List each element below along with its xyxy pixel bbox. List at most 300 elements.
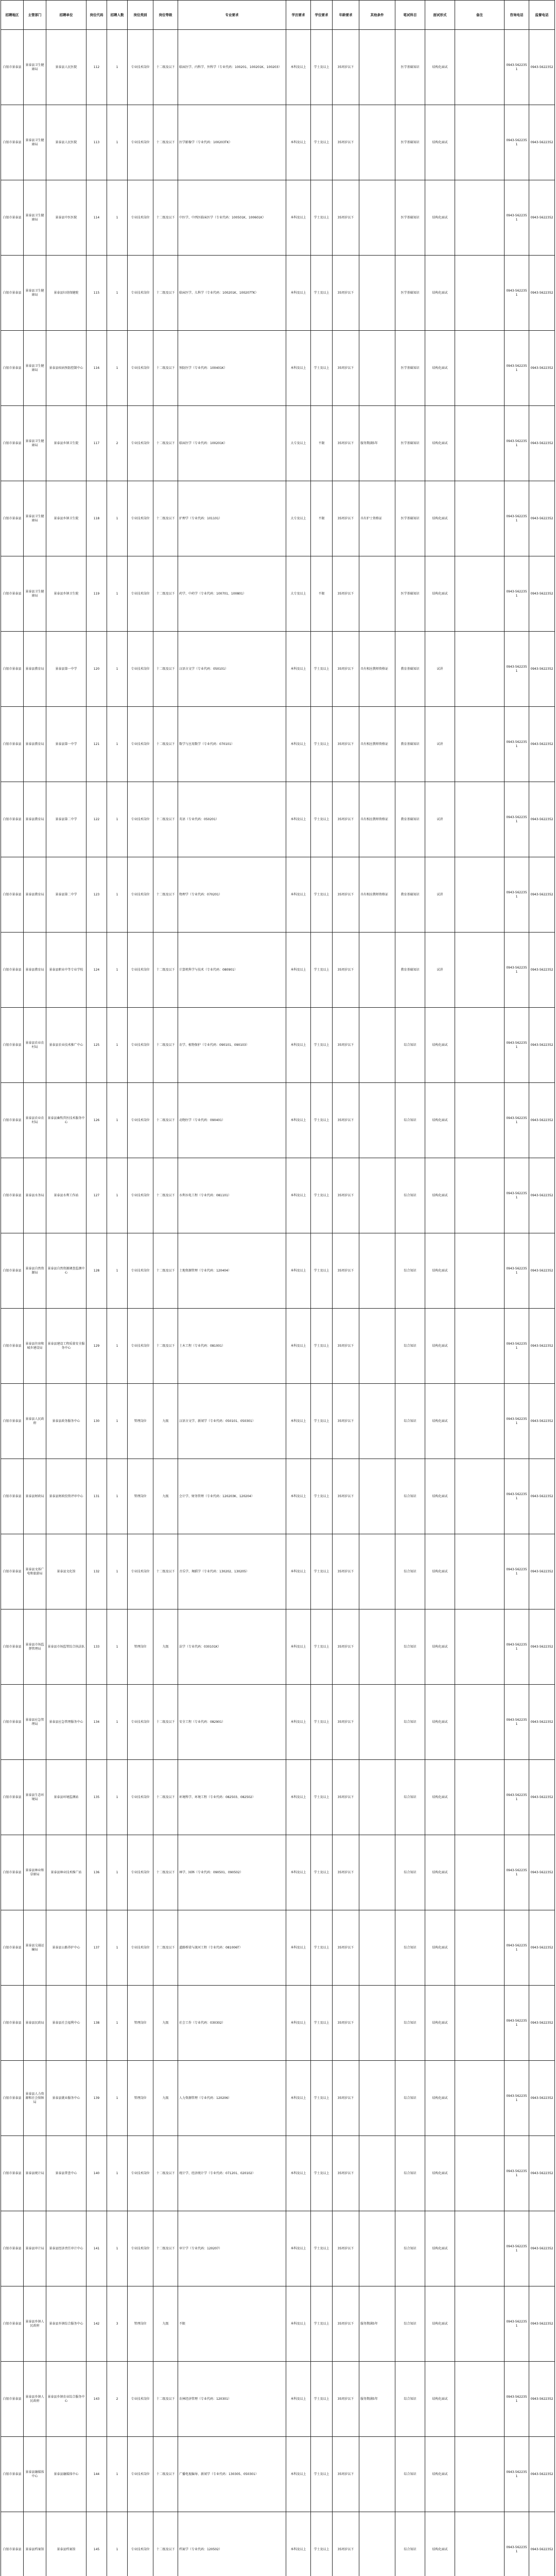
table-cell: 医学基础知识 [395, 556, 425, 632]
table-cell: 综合知识 [395, 2211, 425, 2286]
table-cell: 0943-5622352 [529, 331, 555, 406]
table-cell: 结构化面试 [425, 1534, 455, 1609]
table-cell: 统计学、经济统计学（专业代码：071201、020102） [178, 2136, 286, 2211]
table-cell: 白银市景泰县 [1, 1008, 24, 1083]
table-cell: 0943-5622352 [529, 1835, 555, 1910]
table-cell: 本科及以上 [286, 1083, 311, 1158]
table-cell [455, 406, 505, 481]
table-cell: 试讲 [425, 933, 455, 1008]
table-row [1, 1609, 555, 1685]
table-row [1, 2512, 555, 2576]
table-cell: 本科及以上 [286, 2286, 311, 2362]
table-cell: 0943-5622352 [529, 1534, 555, 1609]
table-cell: 0943-5622352 [529, 1609, 555, 1685]
table-cell: 本科及以上 [286, 1760, 311, 1835]
table-cell: 白银市景泰县 [1, 1609, 24, 1685]
table-row [1, 556, 555, 632]
table-cell: 0943-5622351 [505, 933, 529, 1008]
table-cell: 35周岁以下 [333, 1233, 359, 1309]
table-cell: 本科及以上 [286, 2362, 311, 2437]
column-header: 学位要求 [311, 1, 333, 30]
table-cell: 审计学（专业代码：120207） [178, 2211, 286, 2286]
table-cell: 专业技术岗位 [128, 2437, 153, 2512]
table-cell [455, 1158, 505, 1233]
table-cell: 128 [86, 1233, 107, 1309]
table-cell: 0943-5622352 [529, 1760, 555, 1835]
table-cell: 白银市景泰县 [1, 1158, 24, 1233]
table-cell: 1 [107, 782, 128, 857]
table-cell: 大专及以上 [286, 556, 311, 632]
table-cell: 专业技术岗位 [128, 1760, 153, 1835]
table-cell [359, 30, 395, 105]
table-cell: 1 [107, 105, 128, 180]
table-cell: 十二级及以下 [153, 2136, 178, 2211]
table-cell: 3 [107, 2286, 128, 2362]
table-cell: 123 [86, 857, 107, 933]
table-cell: 环境科学、环境工程（专业代码：082503、082502） [178, 1760, 286, 1835]
table-cell: 1 [107, 180, 128, 256]
table-cell: 学士及以上 [311, 1309, 333, 1384]
table-cell: 教育基础知识 [395, 782, 425, 857]
table-cell: 学士及以上 [311, 2437, 333, 2512]
table-cell: 0943-5622351 [505, 1835, 529, 1910]
table-cell: 136 [86, 1835, 107, 1910]
table-cell [455, 1760, 505, 1835]
table-cell: 白银市景泰县 [1, 933, 24, 1008]
column-header: 招聘地区 [1, 1, 24, 30]
table-cell: 白银市景泰县 [1, 1835, 24, 1910]
table-cell: 汉语言文学（专业代码：050101） [178, 632, 286, 707]
table-cell [359, 1835, 395, 1910]
table-row [1, 632, 555, 707]
table-cell [455, 2286, 505, 2362]
table-cell: 景泰县普查中心 [46, 2136, 86, 2211]
table-cell: 126 [86, 1083, 107, 1158]
table-cell: 1 [107, 2061, 128, 2136]
column-header: 招聘单位 [46, 1, 86, 30]
table-cell: 景泰县水务局 [24, 1158, 46, 1233]
table-cell: 白银市景泰县 [1, 1233, 24, 1309]
table-row [1, 933, 555, 1008]
table-row [1, 2286, 555, 2362]
table-cell: 景泰县农业农村局 [24, 1008, 46, 1083]
table-cell: 0943-5622351 [505, 406, 529, 481]
table-cell: 结构化面试 [425, 105, 455, 180]
table-cell: 1 [107, 632, 128, 707]
table-cell: 综合知识 [395, 1760, 425, 1835]
table-cell [455, 782, 505, 857]
table-cell: 白银市景泰县 [1, 1760, 24, 1835]
table-cell: 十二级及以下 [153, 933, 178, 1008]
table-cell: 九级 [153, 1986, 178, 2061]
table-cell: 十二级及以下 [153, 2437, 178, 2512]
table-cell: 117 [86, 406, 107, 481]
table-cell: 物理学（专业代码：070201） [178, 857, 286, 933]
table-cell: 结构化面试 [425, 556, 455, 632]
table-cell: 大专及以上 [286, 481, 311, 556]
recruitment-table [1, 0, 555, 2576]
table-cell: 景泰县卫生健康局 [24, 331, 46, 406]
table-cell: 本科及以上 [286, 2211, 311, 2286]
table-cell: 农林经济管理（专业代码：120301） [178, 2362, 286, 2437]
table-cell: 结构化面试 [425, 1609, 455, 1685]
table-cell: 2 [107, 406, 128, 481]
table-row [1, 1760, 555, 1835]
table-cell: 学士及以上 [311, 782, 333, 857]
table-cell: 0943-5622352 [529, 1459, 555, 1534]
table-cell: 本科及以上 [286, 1910, 311, 1986]
table-cell: 学士及以上 [311, 2512, 333, 2576]
table-cell: 141 [86, 2211, 107, 2286]
table-cell: 专业技术岗位 [128, 707, 153, 782]
table-cell: 结构化面试 [425, 256, 455, 331]
table-cell: 景泰县财政局 [24, 1459, 46, 1534]
table-cell: 本科及以上 [286, 933, 311, 1008]
table-cell: 水利水电工程（专业代码：081101） [178, 1158, 286, 1233]
table-cell: 结构化面试 [425, 1685, 455, 1760]
table-cell: 0943-5622352 [529, 256, 555, 331]
table-cell: 1 [107, 2437, 128, 2512]
table-cell: 1 [107, 1835, 128, 1910]
table-cell: 0943-5622351 [505, 857, 529, 933]
table-cell: 138 [86, 1986, 107, 2061]
table-cell: 景泰县卫生健康局 [24, 180, 46, 256]
table-cell: 本科及以上 [286, 2136, 311, 2211]
table-cell: 景泰县乡镇综合服务中心 [46, 2286, 86, 2362]
table-cell: 专业技术岗位 [128, 481, 153, 556]
table-cell: 护理学（专业代码：101101） [178, 481, 286, 556]
table-cell: 结构化面试 [425, 2136, 455, 2211]
table-cell: 医学基础知识 [395, 331, 425, 406]
table-cell: 140 [86, 2136, 107, 2211]
table-cell: 1 [107, 2136, 128, 2211]
table-cell: 本科及以上 [286, 105, 311, 180]
table-cell: 景泰县市场监督管理局 [24, 1609, 46, 1685]
table-cell [455, 933, 505, 1008]
table-cell: 白银市景泰县 [1, 1685, 24, 1760]
table-cell [359, 1233, 395, 1309]
table-cell: 0943-5622352 [529, 105, 555, 180]
table-cell: 本科及以上 [286, 1233, 311, 1309]
table-cell: 学士及以上 [311, 105, 333, 180]
table-cell: 本科及以上 [286, 331, 311, 406]
table-cell: 景泰县民政局 [24, 1986, 46, 2061]
table-cell: 综合知识 [395, 1459, 425, 1534]
table-cell: 白银市景泰县 [1, 180, 24, 256]
table-cell: 十二级及以下 [153, 1685, 178, 1760]
table-cell: 0943-5622351 [505, 1459, 529, 1534]
table-cell: 白银市景泰县 [1, 2512, 24, 2576]
table-cell [455, 331, 505, 406]
table-cell: 结构化面试 [425, 2362, 455, 2437]
table-cell: 1 [107, 1986, 128, 2061]
table-cell: 134 [86, 1685, 107, 1760]
table-cell: 0943-5622351 [505, 2136, 529, 2211]
table-cell [455, 1609, 505, 1685]
table-cell: 管理岗位 [128, 2061, 153, 2136]
table-cell: 数学与应用数学（专业代码：070101） [178, 707, 286, 782]
table-cell: 白银市景泰县 [1, 2362, 24, 2437]
table-cell: 专业技术岗位 [128, 1309, 153, 1384]
table-cell: 本科及以上 [286, 782, 311, 857]
table-cell: 档案学（专业代码：120502） [178, 2512, 286, 2576]
table-cell: 本科及以上 [286, 1685, 311, 1760]
table-cell: 125 [86, 1008, 107, 1083]
table-cell: 本科及以上 [286, 1986, 311, 2061]
table-cell: 137 [86, 1910, 107, 1986]
table-cell [359, 1910, 395, 1986]
table-cell: 本科及以上 [286, 1008, 311, 1083]
table-cell: 白银市景泰县 [1, 1083, 24, 1158]
table-cell: 白银市景泰县 [1, 1384, 24, 1459]
table-cell: 景泰县中医医院 [46, 180, 86, 256]
table-cell [455, 256, 505, 331]
table-cell: 综合知识 [395, 1083, 425, 1158]
table-cell: 0943-5622351 [505, 2437, 529, 2512]
table-cell: 人力资源管理（专业代码：120206） [178, 2061, 286, 2136]
table-cell: 综合知识 [395, 1910, 425, 1986]
table-cell: 学士及以上 [311, 1986, 333, 2061]
table-header-row [1, 1, 555, 30]
table-cell [455, 2061, 505, 2136]
table-cell: 学士及以上 [311, 30, 333, 105]
table-cell: 白银市景泰县 [1, 857, 24, 933]
table-cell: 0943-5622352 [529, 1008, 555, 1083]
table-cell: 景泰县人民医院 [46, 30, 86, 105]
table-cell: 本科及以上 [286, 1158, 311, 1233]
table-cell: 本科及以上 [286, 1384, 311, 1459]
table-cell: 景泰县应急管理服务中心 [46, 1685, 86, 1760]
table-cell: 白银市景泰县 [1, 707, 24, 782]
table-cell: 35周岁以下 [333, 256, 359, 331]
table-cell: 结构化面试 [425, 2286, 455, 2362]
table-cell: 预防医学（专业代码：100401K） [178, 331, 286, 406]
table-cell [455, 2136, 505, 2211]
table-cell [455, 105, 505, 180]
table-cell: 133 [86, 1609, 107, 1685]
table-row [1, 707, 555, 782]
table-cell: 景泰县融媒体中心 [24, 2437, 46, 2512]
table-cell: 九级 [153, 2286, 178, 2362]
table-cell: 专业技术岗位 [128, 1008, 153, 1083]
table-cell: 农学、植物保护（专业代码：090101、090103） [178, 1008, 286, 1083]
table-cell: 景泰县住房和城乡建设局 [24, 1309, 46, 1384]
table-cell: 专业技术岗位 [128, 256, 153, 331]
table-cell: 学士及以上 [311, 2362, 333, 2437]
table-cell: 白银市景泰县 [1, 2061, 24, 2136]
table-cell: 具有相应教师资格证 [359, 707, 395, 782]
table-cell [359, 180, 395, 256]
table-cell: 试讲 [425, 707, 455, 782]
table-cell: 0943-5622352 [529, 1986, 555, 2061]
table-row [1, 857, 555, 933]
column-header: 咨询电话 [505, 1, 529, 30]
table-cell: 汉语言文学、新闻学（专业代码：050101、050301） [178, 1384, 286, 1459]
table-row [1, 2437, 555, 2512]
table-cell [359, 256, 395, 331]
table-cell: 专业技术岗位 [128, 2211, 153, 2286]
table-cell: 十二级及以下 [153, 1760, 178, 1835]
table-cell: 结构化面试 [425, 2437, 455, 2512]
table-cell: 十二级及以下 [153, 256, 178, 331]
table-cell: 119 [86, 556, 107, 632]
table-cell: 1 [107, 1459, 128, 1534]
table-cell: 白银市景泰县 [1, 556, 24, 632]
table-cell [455, 1459, 505, 1534]
table-cell: 医学基础知识 [395, 180, 425, 256]
table-cell: 116 [86, 331, 107, 406]
table-cell: 景泰县乡镇卫生院 [46, 556, 86, 632]
table-cell: 学士及以上 [311, 1534, 333, 1609]
table-cell: 35周岁以下 [333, 933, 359, 1008]
table-row [1, 1986, 555, 2061]
table-cell [455, 1384, 505, 1459]
table-cell: 35周岁以下 [333, 406, 359, 481]
table-cell: 景泰县教育局 [24, 782, 46, 857]
table-cell: 九级 [153, 1459, 178, 1534]
table-cell: 学士及以上 [311, 256, 333, 331]
table-cell: 景泰县社会福利中心 [46, 1986, 86, 2061]
table-row [1, 1685, 555, 1760]
table-cell [359, 331, 395, 406]
table-cell: 1 [107, 1309, 128, 1384]
table-cell: 十二级及以下 [153, 105, 178, 180]
table-cell: 医学基础知识 [395, 481, 425, 556]
table-cell: 0943-5622352 [529, 1083, 555, 1158]
table-cell: 1 [107, 481, 128, 556]
table-cell: 35周岁以下 [333, 30, 359, 105]
table-cell [359, 1158, 395, 1233]
table-cell: 十二级及以下 [153, 30, 178, 105]
table-cell: 0943-5622351 [505, 256, 529, 331]
table-cell: 0943-5622351 [505, 1986, 529, 2061]
table-cell: 结构化面试 [425, 2061, 455, 2136]
table-cell: 综合知识 [395, 1008, 425, 1083]
table-cell: 1 [107, 556, 128, 632]
table-cell: 景泰县统计局 [24, 2136, 46, 2211]
table-cell: 学士及以上 [311, 2211, 333, 2286]
table-cell: 白银市景泰县 [1, 1309, 24, 1384]
table-cell: 十二级及以下 [153, 1158, 178, 1233]
table-cell: 白银市景泰县 [1, 256, 24, 331]
table-cell: 综合知识 [395, 2437, 425, 2512]
table-row [1, 1384, 555, 1459]
table-cell [359, 1083, 395, 1158]
table-cell: 0943-5622352 [529, 1685, 555, 1760]
table-cell: 结构化面试 [425, 481, 455, 556]
table-cell: 景泰县生态环境局 [24, 1760, 46, 1835]
table-cell: 本科及以上 [286, 180, 311, 256]
table-cell: 145 [86, 2512, 107, 2576]
table-cell: 医学基础知识 [395, 105, 425, 180]
table-cell: 景泰县第一中学 [46, 707, 86, 782]
table-cell: 0943-5622351 [505, 1384, 529, 1459]
table-cell: 景泰县人民医院 [46, 105, 86, 180]
table-cell: 景泰县卫生健康局 [24, 556, 46, 632]
table-cell: 结构化面试 [425, 1083, 455, 1158]
table-cell: 35周岁以下 [333, 1760, 359, 1835]
table-cell: 临床医学、儿科学（专业代码：100201K、100207TK） [178, 256, 286, 331]
table-cell: 35周岁以下 [333, 2362, 359, 2437]
table-cell: 白银市景泰县 [1, 406, 24, 481]
table-cell: 0943-5622351 [505, 2211, 529, 2286]
table-cell [359, 1609, 395, 1685]
table-cell: 结构化面试 [425, 1008, 455, 1083]
table-cell: 综合知识 [395, 1309, 425, 1384]
table-cell: 142 [86, 2286, 107, 2362]
table-cell: 0943-5622351 [505, 1534, 529, 1609]
table-cell: 景泰县政务服务中心 [46, 1384, 86, 1459]
table-cell: 景泰县职业中等专业学校 [46, 933, 86, 1008]
table-cell: 35周岁以下 [333, 707, 359, 782]
table-cell: 专业技术岗位 [128, 2362, 153, 2437]
table-cell: 社会工作（专业代码：030302） [178, 1986, 286, 2061]
table-cell [455, 2512, 505, 2576]
table-cell: 土地资源管理（专业代码：120404） [178, 1233, 286, 1309]
table-cell: 144 [86, 2437, 107, 2512]
table-cell: 医学基础知识 [395, 30, 425, 105]
table-cell: 十二级及以下 [153, 2362, 178, 2437]
table-cell: 白银市景泰县 [1, 1534, 24, 1609]
table-row [1, 30, 555, 105]
table-cell: 具有相应教师资格证 [359, 782, 395, 857]
table-cell: 景泰县经济责任审计中心 [46, 2211, 86, 2286]
table-row [1, 1008, 555, 1083]
table-cell: 医学基础知识 [395, 256, 425, 331]
table-cell: 学士及以上 [311, 1008, 333, 1083]
table-cell: 35周岁以下 [333, 1534, 359, 1609]
table-cell: 计算机科学与技术（专业代码：080901） [178, 933, 286, 1008]
table-cell [359, 105, 395, 180]
table-cell: 专业技术岗位 [128, 30, 153, 105]
table-cell: 结构化面试 [425, 1158, 455, 1233]
table-cell: 景泰县应急管理局 [24, 1685, 46, 1760]
table-row [1, 406, 555, 481]
table-cell: 0943-5622352 [529, 180, 555, 256]
table-cell: 1 [107, 933, 128, 1008]
table-cell: 十二级及以下 [153, 331, 178, 406]
table-cell: 医学基础知识 [395, 406, 425, 481]
table-cell: 景泰县第二中学 [46, 857, 86, 933]
table-cell: 中医学、中西医临床医学（专业代码：100501K、100601K） [178, 180, 286, 256]
table-cell: 景泰县乡镇农业综合服务中心 [46, 2362, 86, 2437]
table-cell: 景泰县审计局 [24, 2211, 46, 2286]
table-cell: 135 [86, 1760, 107, 1835]
table-cell: 景泰县融媒体中心 [46, 2437, 86, 2512]
table-cell [359, 1534, 395, 1609]
table-cell: 35周岁以下 [333, 1459, 359, 1534]
table-cell: 本科及以上 [286, 2512, 311, 2576]
table-cell: 本科及以上 [286, 1835, 311, 1910]
table-cell: 0943-5622352 [529, 1233, 555, 1309]
table-cell: 结构化面试 [425, 1309, 455, 1384]
table-cell: 0943-5622352 [529, 2512, 555, 2576]
table-row [1, 1233, 555, 1309]
table-row [1, 1309, 555, 1384]
table-cell: 0943-5622351 [505, 2061, 529, 2136]
table-cell: 专业技术岗位 [128, 1685, 153, 1760]
table-cell: 景泰县文体广电和旅游局 [24, 1534, 46, 1609]
table-cell: 白银市景泰县 [1, 30, 24, 105]
table-cell: 英语（专业代码：050201） [178, 782, 286, 857]
table-cell: 景泰县乡镇人民政府 [24, 2286, 46, 2362]
table-cell: 医学影像学（专业代码：100203TK） [178, 105, 286, 180]
table-cell: 0943-5622351 [505, 180, 529, 256]
table-cell: 1 [107, 256, 128, 331]
table-cell: 0943-5622351 [505, 105, 529, 180]
table-cell [359, 2061, 395, 2136]
table-cell: 十二级及以下 [153, 1835, 178, 1910]
